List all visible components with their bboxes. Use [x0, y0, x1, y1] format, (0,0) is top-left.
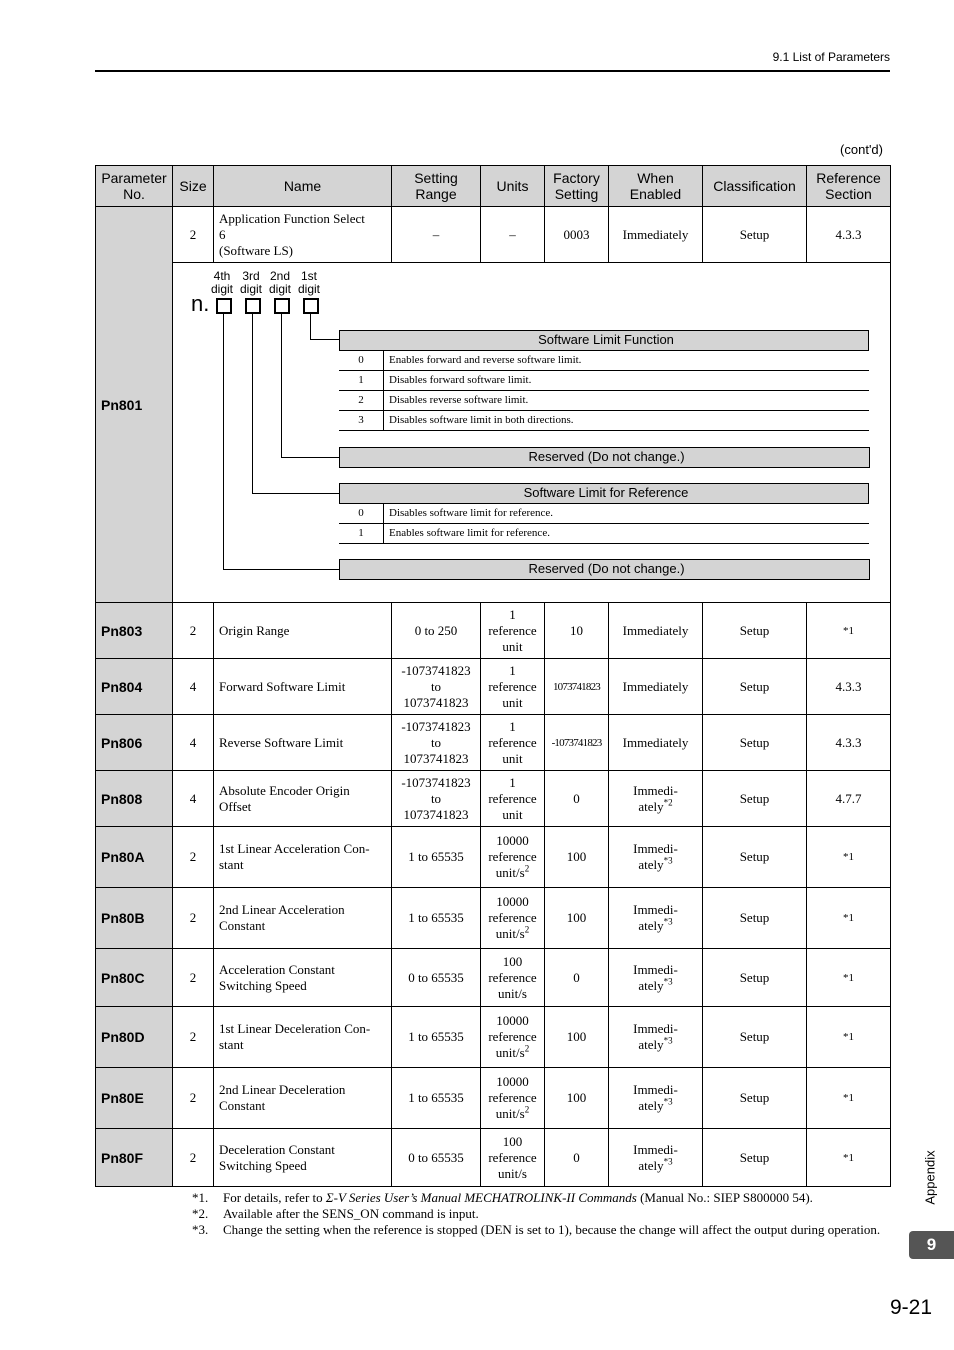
cell-line-with-sup: [612, 799, 699, 815]
cell-line: reference: [488, 734, 537, 750]
param-no: Pn80B: [96, 888, 173, 949]
param-no: Pn80F: [96, 1129, 173, 1187]
cell-line: reference: [488, 849, 537, 864]
superscript: 2: [524, 1104, 530, 1115]
cell-line: Immedi-: [633, 841, 678, 856]
cell-line: Immedi-: [633, 902, 678, 917]
param-range: [392, 659, 481, 715]
cell-line-text: ately: [638, 918, 664, 933]
cell-line: 1073741823: [403, 750, 469, 766]
footnote: [192, 1190, 892, 1206]
param-when: [609, 659, 703, 715]
param-ref: *1: [807, 603, 891, 659]
param-ref: *1: [807, 1129, 891, 1187]
connector-line: [223, 314, 224, 570]
cell-line: Origin Range: [219, 622, 290, 638]
superscript: 2: [524, 863, 530, 874]
footnote-text-part: (Manual No.: SIEP S800000 54).: [636, 1190, 813, 1205]
param-name: [214, 827, 392, 888]
table-row: [96, 1068, 891, 1129]
cell-line-with-sup: [612, 918, 699, 934]
group-title: Software Limit for Reference: [339, 483, 869, 504]
cell-line: Acceleration Constant: [219, 961, 335, 977]
cell-line-with-sup: [484, 1045, 541, 1061]
param-when: [609, 715, 703, 771]
superscript: 2: [524, 924, 530, 935]
param-factory: 100: [545, 827, 609, 888]
chapter-tab: 9: [909, 1231, 954, 1259]
cell-line: Absolute Encoder Origin: [219, 782, 350, 798]
cell-line-with-sup: [484, 926, 541, 942]
cell-line: 1 to 65535: [408, 849, 464, 864]
param-class: Setup: [703, 827, 807, 888]
cell-line: Immediately: [622, 734, 689, 750]
table-row: [96, 827, 891, 888]
cell-line-with-sup: [612, 1158, 699, 1174]
param-class: Setup: [703, 603, 807, 659]
param-class: Setup: [703, 1068, 807, 1129]
cell-line: stant: [219, 1037, 244, 1052]
cell-line: 2nd Linear Acceleration: [219, 902, 345, 917]
param-size: 2: [173, 603, 214, 659]
cell-line: 100: [502, 953, 523, 969]
connector-line: [223, 569, 339, 570]
cell-line: Immediately: [622, 622, 689, 638]
cell-line: 1 to 65535: [408, 910, 464, 925]
cell-line: 1 to 65535: [408, 1029, 464, 1044]
cell-line: 10000: [496, 833, 529, 848]
option-group: [339, 483, 869, 544]
table-row: [96, 1007, 891, 1068]
header-row: [96, 166, 891, 207]
param-size: 4: [173, 659, 214, 715]
cell-line-text: unit/s: [495, 1045, 525, 1060]
param-factory: 0: [545, 771, 609, 827]
footnote-mark: *1.: [192, 1190, 209, 1205]
cell-line-text: ately: [638, 798, 664, 814]
cell-line-text: ately: [638, 977, 664, 993]
param-units: [481, 715, 545, 771]
param-factory: 100: [545, 1007, 609, 1068]
param-ref: 4.3.3: [807, 207, 891, 263]
cell-line: 100: [502, 1133, 523, 1149]
cell-line: unit: [502, 694, 523, 710]
param-name: [214, 1007, 392, 1068]
cell-line-text: unit/s: [495, 926, 525, 941]
cell-line: reference: [488, 1029, 537, 1044]
param-size: 2: [173, 1068, 214, 1129]
table-row: [96, 659, 891, 715]
header-rule: [95, 70, 890, 72]
param-when: [609, 603, 703, 659]
param-units: [481, 949, 545, 1007]
param-factory: 100: [545, 888, 609, 949]
cell-line: Constant: [219, 918, 266, 933]
footnote-mark: *2.: [192, 1206, 209, 1221]
cell-line: 1 to 65535: [408, 1090, 464, 1105]
param-no: Pn801: [96, 207, 173, 603]
param-when: [609, 1007, 703, 1068]
cell-line: reference: [488, 790, 537, 806]
table-row: [96, 207, 891, 263]
param-size: 4: [173, 715, 214, 771]
param-size: 2: [173, 888, 214, 949]
footnote-mark: *3.: [192, 1222, 209, 1237]
cell-line-text: ately: [638, 1098, 664, 1113]
cell-line: reference: [488, 969, 537, 985]
cell-line-with-sup: [612, 857, 699, 873]
diagram-row: [96, 263, 891, 603]
param-when: [609, 827, 703, 888]
table-row: [96, 1129, 891, 1187]
param-range: [392, 1068, 481, 1129]
cell-line: 1st Linear Acceleration Con-: [219, 841, 370, 856]
col-header: Setting Range: [392, 166, 481, 207]
param-when: [609, 888, 703, 949]
cell-line: reference: [488, 1090, 537, 1105]
footnote-text-part: Available after the SENS_ON command is input.: [223, 1206, 479, 1221]
table-row: [96, 949, 891, 1007]
cell-line-text: ately: [638, 857, 664, 872]
cell-line: unit: [502, 806, 523, 822]
option-row: 1 Enables software limit for reference.: [339, 524, 869, 544]
param-when: [609, 1068, 703, 1129]
param-no: Pn80E: [96, 1068, 173, 1129]
superscript: *3: [663, 1035, 673, 1046]
param-range: [392, 603, 481, 659]
param-factory: 100: [545, 1068, 609, 1129]
option-row: 1 Disables forward software limit.: [339, 371, 869, 391]
param-ref: *1: [807, 1068, 891, 1129]
parameter-table: [95, 165, 891, 1187]
param-units: [481, 659, 545, 715]
param-class: Setup: [703, 1129, 807, 1187]
table-row: [96, 715, 891, 771]
param-range: [392, 1007, 481, 1068]
digit-diagram: [173, 263, 891, 603]
group-title-reserved: Reserved (Do not change.): [339, 559, 870, 580]
digit-prefix: n.: [191, 291, 210, 316]
cell-line: unit/s: [498, 985, 527, 1001]
param-no: Pn808: [96, 771, 173, 827]
cell-line: Switching Speed: [219, 977, 307, 993]
param-ref: *1: [807, 1007, 891, 1068]
cell-line: Immedi-: [633, 1021, 678, 1036]
param-when: Immediately: [609, 207, 703, 263]
cell-line: 1: [509, 606, 516, 622]
param-factory: 0003: [545, 207, 609, 263]
cell-line: 10000: [496, 1074, 529, 1089]
col-header: Classification: [703, 166, 807, 207]
superscript: 2: [524, 1043, 530, 1054]
param-range: [392, 1129, 481, 1187]
param-range: [392, 949, 481, 1007]
param-size: 4: [173, 771, 214, 827]
superscript: *3: [663, 1096, 673, 1107]
cell-line: Immediately: [622, 678, 689, 694]
cell-line-text: ately: [638, 1037, 664, 1052]
digit-box-1st: [303, 298, 319, 314]
connector-line: [310, 339, 339, 340]
param-no: Pn806: [96, 715, 173, 771]
footnote: [192, 1206, 892, 1222]
param-range: [392, 827, 481, 888]
param-ref: 4.3.3: [807, 715, 891, 771]
param-size: 2: [173, 207, 214, 263]
cell-line-text: unit/s: [495, 865, 525, 880]
param-size: 2: [173, 827, 214, 888]
group-title-reserved: Reserved (Do not change.): [339, 447, 870, 468]
cell-line-text: ately: [638, 1157, 664, 1173]
cell-line: 0 to 250: [414, 622, 458, 638]
param-class: Setup: [703, 949, 807, 1007]
connector-line: [252, 314, 253, 494]
param-factory: 10: [545, 603, 609, 659]
param-name: [214, 603, 392, 659]
cell-line: 0 to 65535: [408, 969, 464, 985]
param-class: Setup: [703, 207, 807, 263]
param-name: [214, 1068, 392, 1129]
param-units: [481, 771, 545, 827]
param-factory: 1073741823: [545, 659, 609, 715]
col-header: When Enabled: [609, 166, 703, 207]
digit-label-3rd: 3rd digit: [239, 269, 262, 296]
param-units: [481, 827, 545, 888]
footnote-text-part: For details, refer to: [223, 1190, 326, 1205]
param-no: Pn80A: [96, 827, 173, 888]
digit-box-2nd: [274, 298, 290, 314]
superscript: *2: [663, 797, 673, 808]
param-range: [392, 888, 481, 949]
table-row: [96, 771, 891, 827]
cell-line: Immedi-: [633, 782, 678, 798]
col-header: Units: [481, 166, 545, 207]
connector-line: [281, 314, 282, 458]
cell-line: Reverse Software Limit: [219, 734, 344, 750]
page-number: 9-21: [889, 1296, 932, 1319]
cell-line: unit: [502, 638, 523, 654]
superscript: *3: [663, 855, 673, 866]
param-size: 2: [173, 949, 214, 1007]
footnote-italic: Σ-V Series User’s Manual MECHATROLINK-II Commands: [325, 1190, 637, 1205]
cell-line: 10000: [496, 894, 529, 909]
cell-line: Immedi-: [633, 1141, 678, 1157]
digit-label-2nd: 2nd digit: [268, 269, 291, 296]
superscript: *3: [663, 1156, 673, 1167]
param-name: [214, 659, 392, 715]
cell-line: reference: [488, 910, 537, 925]
cell-line: reference: [488, 1149, 537, 1165]
cell-line: -1073741823: [401, 718, 471, 734]
param-units: [481, 603, 545, 659]
footnotes: [192, 1190, 892, 1238]
param-no: Pn80D: [96, 1007, 173, 1068]
cell-line: Immedi-: [633, 961, 678, 977]
name-line: (Software LS): [219, 242, 294, 258]
cell-line: 1073741823: [403, 806, 469, 822]
cell-line: -1073741823: [401, 662, 471, 678]
param-class: Setup: [703, 659, 807, 715]
param-name: [214, 771, 392, 827]
param-class: Setup: [703, 888, 807, 949]
cell-line: 0 to 65535: [408, 1149, 464, 1165]
digit-label-4th: 4th digit: [210, 269, 233, 296]
param-when: [609, 771, 703, 827]
param-ref: *1: [807, 888, 891, 949]
cell-line-with-sup: [612, 1098, 699, 1114]
name-line: Application Function Select: [219, 210, 365, 226]
connector-line: [252, 493, 339, 494]
cell-line: to: [430, 678, 442, 694]
cell-line: -1073741823: [401, 774, 471, 790]
cell-line: 1: [509, 662, 516, 678]
digit-box-4th: [216, 298, 232, 314]
cell-line: to: [430, 734, 442, 750]
digit-box-3rd: [245, 298, 261, 314]
param-name: [214, 888, 392, 949]
cell-line: Offset: [219, 798, 252, 814]
param-class: Setup: [703, 1007, 807, 1068]
cell-line-text: unit/s: [495, 1106, 525, 1121]
option-row: 3 Disables software limit in both directions.: [339, 411, 869, 431]
param-ref: *1: [807, 949, 891, 1007]
param-class: Setup: [703, 771, 807, 827]
cell-line: unit/s: [498, 1165, 527, 1181]
side-label: Appendix: [922, 1150, 938, 1205]
footnote-text: [223, 1190, 813, 1206]
param-units: –: [481, 207, 545, 263]
param-units: [481, 1129, 545, 1187]
option-row: 0 Disables software limit for reference.: [339, 504, 869, 524]
footnote: [192, 1222, 892, 1238]
option-group: [339, 330, 869, 431]
param-factory: 0: [545, 949, 609, 1007]
cell-line: Immedi-: [633, 1082, 678, 1097]
superscript: *3: [663, 916, 673, 927]
col-header: Size: [173, 166, 214, 207]
param-name: [214, 207, 392, 263]
connector-line: [310, 314, 311, 340]
cell-line: reference: [488, 678, 537, 694]
running-header: 9.1 List of Parameters: [772, 50, 890, 64]
col-header: Name: [214, 166, 392, 207]
connector-line: [281, 457, 339, 458]
cell-line-with-sup: [612, 1037, 699, 1053]
param-no: Pn804: [96, 659, 173, 715]
param-name: [214, 1129, 392, 1187]
param-no: Pn80C: [96, 949, 173, 1007]
col-header: Parameter No.: [96, 166, 173, 207]
param-name: [214, 949, 392, 1007]
param-size: 2: [173, 1129, 214, 1187]
cell-line: 1073741823: [403, 694, 469, 710]
cell-line: unit: [502, 750, 523, 766]
cell-line: 1: [509, 774, 516, 790]
param-when: [609, 949, 703, 1007]
cell-line: 2nd Linear Deceleration: [219, 1082, 346, 1097]
param-range: –: [392, 207, 481, 263]
footnote-text-part: Change the setting when the reference is stopped (DEN is set to 1), because the change will affect the output during operation.: [223, 1222, 881, 1237]
cell-line: 1: [509, 718, 516, 734]
param-ref: 4.3.3: [807, 659, 891, 715]
footnote-text: [223, 1222, 880, 1238]
table-row: [96, 603, 891, 659]
cell-line: 10000: [496, 1013, 529, 1028]
param-units: [481, 1007, 545, 1068]
cell-line: Forward Software Limit: [219, 678, 346, 694]
contd-label: (cont'd): [840, 142, 883, 157]
cell-line: stant: [219, 857, 244, 872]
param-factory: -1073741823: [545, 715, 609, 771]
param-class: Setup: [703, 715, 807, 771]
param-units: [481, 1068, 545, 1129]
param-range: [392, 771, 481, 827]
cell-line: reference: [488, 622, 537, 638]
cell-line: 1st Linear Deceleration Con-: [219, 1021, 371, 1036]
option-row: 0 Enables forward and reverse software limit.: [339, 351, 869, 371]
param-when: [609, 1129, 703, 1187]
cell-line-with-sup: [484, 1106, 541, 1122]
param-size: 2: [173, 1007, 214, 1068]
param-factory: 0: [545, 1129, 609, 1187]
cell-line-with-sup: [484, 865, 541, 881]
cell-line: Deceleration Constant: [219, 1141, 335, 1157]
cell-line: Switching Speed: [219, 1157, 307, 1173]
group-title: Software Limit Function: [339, 330, 869, 351]
cell-line: Constant: [219, 1098, 266, 1113]
col-header: Reference Section: [807, 166, 891, 207]
cell-line: to: [430, 790, 442, 806]
param-ref: 4.7.7: [807, 771, 891, 827]
param-no: Pn803: [96, 603, 173, 659]
name-line: 6: [219, 226, 226, 242]
digit-label-1st: 1st digit: [297, 269, 320, 296]
param-name: [214, 715, 392, 771]
param-units: [481, 888, 545, 949]
superscript: *3: [663, 976, 673, 987]
cell-line-with-sup: [612, 978, 699, 994]
option-row: 2 Disables reverse software limit.: [339, 391, 869, 411]
col-header: Factory Setting: [545, 166, 609, 207]
param-range: [392, 715, 481, 771]
footnote-text: [223, 1206, 479, 1222]
table-row: [96, 888, 891, 949]
param-ref: *1: [807, 827, 891, 888]
